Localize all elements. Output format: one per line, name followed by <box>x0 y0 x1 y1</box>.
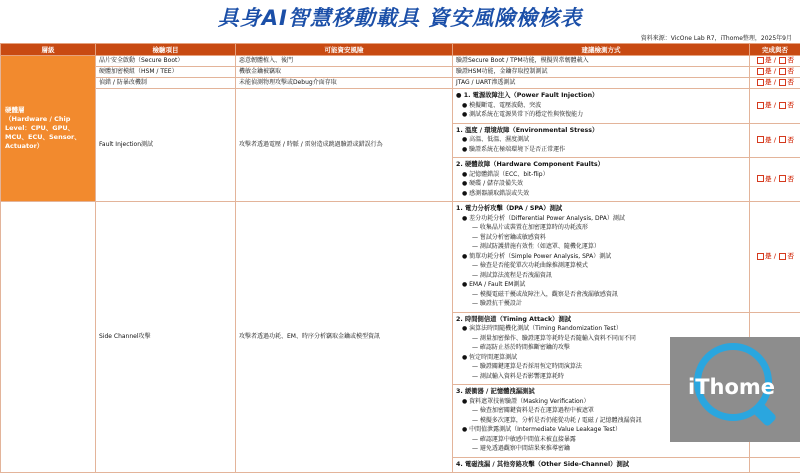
status-no-label: 否 <box>787 101 794 109</box>
layer-cell <box>1 56 96 202</box>
status-cell: 是 / 否 <box>750 78 800 89</box>
method-cell: 驗證HSM功能，金鑰存取控制測試 <box>453 67 750 78</box>
table-row <box>1 56 800 67</box>
method-line: ● 演算法時間隨機化測試（Timing Randomization Test） <box>456 324 746 334</box>
method-bullet: ● 高溫、低溫、濕度測試 <box>456 135 746 145</box>
table-header-row <box>1 44 800 56</box>
method-cell <box>453 123 750 158</box>
method-bullet: ● 模擬斷電、電壓波動、突波 <box>456 101 746 111</box>
method-line: — 確認防止基於時間推斷密鑰的攻擊 <box>456 343 746 353</box>
method-heading: 2. 硬體故障（Hardware Component Faults） <box>456 160 746 170</box>
method-cell <box>453 202 750 313</box>
status-cell <box>750 457 800 473</box>
checkbox-yes[interactable] <box>757 136 764 143</box>
status-cell: 是 / 否 <box>750 202 800 313</box>
method-line: ● 簡單功耗分析（Simple Power Analysis, SPA）測試 <box>456 252 746 262</box>
method-line: — 檢查加密關鍵資料是否在運算過程中被遮罩 <box>456 406 746 416</box>
header-status: 完成與否 <box>750 44 800 56</box>
layer-line: Actuator） <box>5 142 91 151</box>
checkbox-yes[interactable] <box>757 57 764 64</box>
table-row <box>1 89 800 124</box>
item-cell: 偵錯 / 防暴改機制 <box>96 78 236 89</box>
header-item: 檢驗項目 <box>96 44 236 56</box>
method-bullet: ● 硬碟 / 儲存設備失效 <box>456 179 746 189</box>
status-yes-label: 是 <box>765 101 772 109</box>
item-cell: Side Channel攻擊 <box>96 202 236 473</box>
status-yes-label: 是 <box>765 136 772 144</box>
method-bullet: ● 感測器讀取錯誤或失效 <box>456 189 746 199</box>
method-cell: JTAG / UART滲透測試 <box>453 78 750 89</box>
ithome-logo <box>670 337 800 442</box>
method-line: — 檢查是否能從單次功耗曲線推測運算模式 <box>456 261 746 271</box>
status-no-label: 否 <box>787 56 794 64</box>
table-row <box>1 78 800 89</box>
checkbox-no[interactable] <box>779 253 786 260</box>
risk-cell: 攻擊者透過電壓 / 時脈 / 雷射造成跳過驗證或錯誤行為 <box>236 89 453 202</box>
method-line: — 驗證關鍵運算是否採用恆定時間演算法 <box>456 362 746 372</box>
method-bullet: ● 測試系統在電源異常下的穩定性與恢復能力 <box>456 110 746 120</box>
layer-line: MCU、ECU、Sensor、 <box>5 133 91 142</box>
layer-line: 硬體層 <box>5 106 91 115</box>
method-line: — 收集晶片或裝置在加密運算時的功耗波形 <box>456 223 746 233</box>
method-line: — 測試算法流程是否洩漏資訊 <box>456 271 746 281</box>
method-bullet: ● 記憶體錯誤（ECC、bit-flip） <box>456 170 746 180</box>
header-risk: 可能資安風險 <box>236 44 453 56</box>
method-line: — 測試防護措施有效性（如遮罩、隨機化運算） <box>456 242 746 252</box>
method-heading: 3. 緩衝器 / 記憶體洩漏測試 <box>456 387 746 397</box>
method-lines <box>456 214 746 309</box>
status-cell: 是 / 否 <box>750 56 800 67</box>
checkbox-no[interactable] <box>779 68 786 75</box>
method-line: — 測量加密操作、驗證運算等耗時是否隨輸入資料不同而不同 <box>456 334 746 344</box>
header-layer: 層級 <box>1 44 96 56</box>
risk-cell: 未能偵測物理攻擊或Debug介面存取 <box>236 78 453 89</box>
item-cell: 硬體加密模組（HSM / TEE） <box>96 67 236 78</box>
method-heading: ● 1. 電源故障注入（Power Fault Injection） <box>456 91 746 101</box>
status-yes-label: 是 <box>765 67 772 75</box>
method-heading: 4. 電磁洩漏 / 其他旁路攻擊（Other Side-Channel）測試 <box>456 460 746 470</box>
method-line: — 測試輸入資料是否影響運算耗時 <box>456 372 746 382</box>
risk-cell: 機敏金鑰被竊取 <box>236 67 453 78</box>
header-method: 建議檢測方式 <box>453 44 750 56</box>
method-heading: 2. 時間側信道（Timing Attack）測試 <box>456 315 746 325</box>
risk-cell: 惡意韌體植入、後門 <box>236 56 453 67</box>
risk-cell: 攻擊者透過功耗、EM、時序分析竊取金鑰或模型資訊 <box>236 202 453 473</box>
method-heading: 1. 溫度 / 環境故障（Environmental Stress） <box>456 126 746 136</box>
method-line: — 模擬多次運算，分析是否仍能從功耗 / 電磁 / 記憶體洩漏資訊 <box>456 416 746 426</box>
item-cell: 晶片安全啟動（Secure Boot） <box>96 56 236 67</box>
method-cell <box>453 89 750 124</box>
checkbox-yes[interactable] <box>757 102 764 109</box>
method-line: ● 差分功耗分析（Differential Power Analysis, DPA）測試 <box>456 214 746 224</box>
logo-text: iThome <box>688 375 775 399</box>
status-no-label: 否 <box>787 252 794 260</box>
method-cell: 驗證Secure Boot / TPM功能，模擬異常韌體載入 <box>453 56 750 67</box>
layer-line: Level：CPU、GPU、 <box>5 124 91 133</box>
checkbox-no[interactable] <box>779 102 786 109</box>
layer-cell-continued <box>1 202 96 473</box>
status-no-label: 否 <box>787 67 794 75</box>
status-yes-label: 是 <box>765 252 772 260</box>
status-cell: 是 / 否 <box>750 67 800 78</box>
page-title: 具身AI智慧移動載具 資安風險檢核表 <box>0 4 800 32</box>
item-cell: Fault Injection測試 <box>96 89 236 202</box>
checkbox-no[interactable] <box>779 175 786 182</box>
method-line: ● 恆定時間運算測試 <box>456 353 746 363</box>
method-line: ● 資料遮罩技術驗證（Masking Verification） <box>456 397 746 407</box>
method-heading: 1. 電力分析攻擊（DPA / SPA）測試 <box>456 204 746 214</box>
layer-line: （Hardware / Chip <box>5 115 91 124</box>
checkbox-no[interactable] <box>779 57 786 64</box>
method-cell <box>453 457 750 473</box>
status-cell: 是 / 否 <box>750 89 800 124</box>
source-note: 資料來源：VicOne Lab R7，iThome整理，2025年9月 <box>641 33 792 42</box>
method-line: — 模擬電磁干擾或故障注入，觀察是否會洩漏敏感資訊 <box>456 290 746 300</box>
status-no-label: 否 <box>787 78 794 86</box>
method-bullet: ● 驗證系統在極端環境下是否正常運作 <box>456 145 746 155</box>
checkbox-yes[interactable] <box>757 175 764 182</box>
checkbox-yes[interactable] <box>757 253 764 260</box>
checkbox-no[interactable] <box>779 136 786 143</box>
method-cell <box>453 158 750 202</box>
checkbox-yes[interactable] <box>757 79 764 86</box>
table-row <box>1 202 800 313</box>
status-no-label: 否 <box>787 175 794 183</box>
method-line: — 嘗試分析密鑰或敏感資料 <box>456 233 746 243</box>
checkbox-no[interactable] <box>779 79 786 86</box>
table-row <box>1 67 800 78</box>
checkbox-yes[interactable] <box>757 68 764 75</box>
method-line: ● 中間值泄露測試（Intermediate Value Leakage Test） <box>456 425 746 435</box>
method-line: — 驗證抗干擾設計 <box>456 299 746 309</box>
status-cell: 是 / 否 <box>750 123 800 158</box>
method-line: — 確認運算中敏感中間值未被直接暴露 <box>456 435 746 445</box>
status-yes-label: 是 <box>765 175 772 183</box>
status-yes-label: 是 <box>765 78 772 86</box>
status-yes-label: 是 <box>765 56 772 64</box>
status-no-label: 否 <box>787 136 794 144</box>
method-line: — 避免透過觀察中間結果來推導密鑰 <box>456 444 746 454</box>
status-cell: 是 / 否 <box>750 158 800 202</box>
method-line: ● EMA / Fault EM測試 <box>456 280 746 290</box>
